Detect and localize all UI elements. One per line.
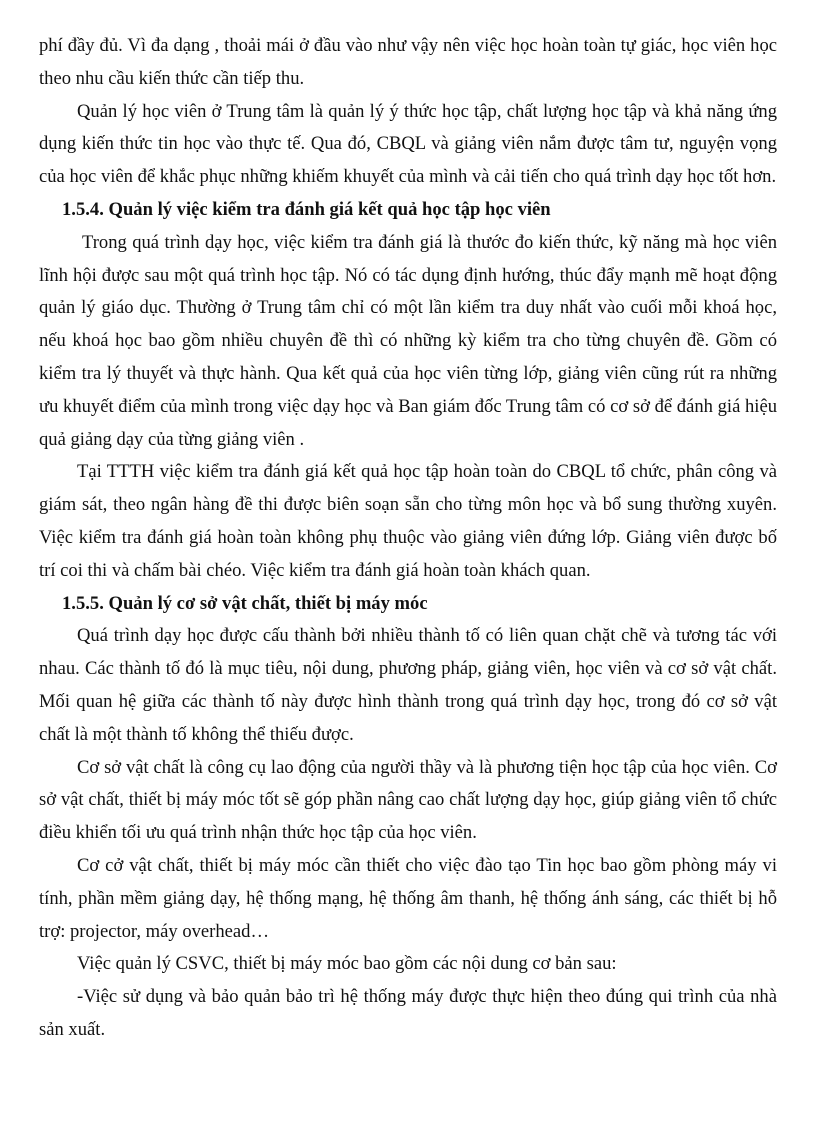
paragraph: -Việc sử dụng và bảo quản bảo trì hệ thống máy được thực hiện theo đúng qui trình của nhà sản xuất.	[39, 986, 777, 1040]
paragraph: Quá trình dạy học được cấu thành bởi nhiều thành tố có liên quan chặt chẽ và tương tác với nhau. Các thành tố đó là mục tiêu, nội dung, phương pháp, giảng viên, học viên và cơ sở vật chất. Mối quan hệ giữa các thành tố này được hình thành trong quá trình dạy học, trong đó cơ sở vật chất là một thành tố không thể thiếu được.	[39, 625, 777, 745]
paragraph: Việc quản lý CSVC, thiết bị máy móc bao gồm các nội dung cơ bản sau:	[77, 953, 617, 975]
document-page	[39, 30, 777, 1047]
paragraph: Trong quá trình dạy học, việc kiểm tra đánh giá là thước đo kiến thức, kỹ năng mà học viên lĩnh hội được sau một quá trình học tập. Nó có tác dụng định hướng, thúc đẩy mạnh mẽ hoạt động quản lý giáo dục. Thường ở Trung tâm chỉ có một lần kiểm tra duy nhất vào cuối mỗi khoá học, nếu khoá học bao gồm nhiều chuyên đề thì có những kỳ kiểm tra cho từng chuyên đề. Gồm có kiểm tra lý thuyết và thực hành. Qua kết quả của học viên từng lớp, giảng viên cũng rút ra những ưu khuyết điểm của mình trong việc dạy học và Ban giám đốc Trung tâm có cơ sở để đánh giá hiệu quả giảng dạy của từng giảng viên .	[39, 231, 777, 450]
paragraph: Tại TTTH việc kiểm tra đánh giá kết quả học tập hoàn toàn do CBQL tổ chức, phân công và giám sát, theo ngân hàng đề thi được biên soạn sẵn cho từng môn học và bổ sung thường xuyên. Việc kiểm tra đánh giá hoàn toàn không phụ thuộc vào giảng viên đứng lớp. Giảng viên được bố trí coi thi và chấm bài chéo. Việc kiểm tra đánh giá hoàn toàn khách quan.	[39, 461, 777, 581]
section-heading-1-5-5: 1.5.5. Quản lý cơ sở vật chất, thiết bị máy móc	[62, 592, 428, 614]
paragraph: Cơ sở vật chất là công cụ lao động của người thầy và là phương tiện học tập của học viên. Cơ sở vật chất, thiết bị máy móc tốt sẽ góp phần nâng cao chất lượng dạy học, giúp giảng viên tổ chức điều khiển tối ưu quá trình nhận thức học tập của học viên.	[39, 756, 777, 844]
paragraph: phí đầy đủ. Vì đa dạng , thoải mái ở đầu vào như vậy nên việc học hoàn toàn tự giác, học viên học theo nhu cầu kiến thức cần tiếp thu.	[39, 35, 777, 89]
paragraph: Quản lý học viên ở Trung tâm là quản lý ý thức học tập, chất lượng học tập và khả năng ứng dụng kiến thức tin học vào thực tế. Qua đó, CBQL và giảng viên nắm được tâm tư, nguyện vọng của học viên để khắc phục những khiếm khuyết của mình và cải tiến cho quá trình dạy học tốt hơn.	[39, 100, 777, 188]
section-heading-1-5-4: 1.5.4. Quản lý việc kiểm tra đánh giá kết quả học tập học viên	[62, 198, 551, 220]
paragraph: Cơ cở vật chất, thiết bị máy móc cần thiết cho việc đào tạo Tin học bao gồm phòng máy vi tính, phần mềm giảng dạy, hệ thống mạng, hệ thống âm thanh, hệ thống ánh sáng, các thiết bị hỗ trợ: projector, máy overhead…	[39, 854, 777, 942]
